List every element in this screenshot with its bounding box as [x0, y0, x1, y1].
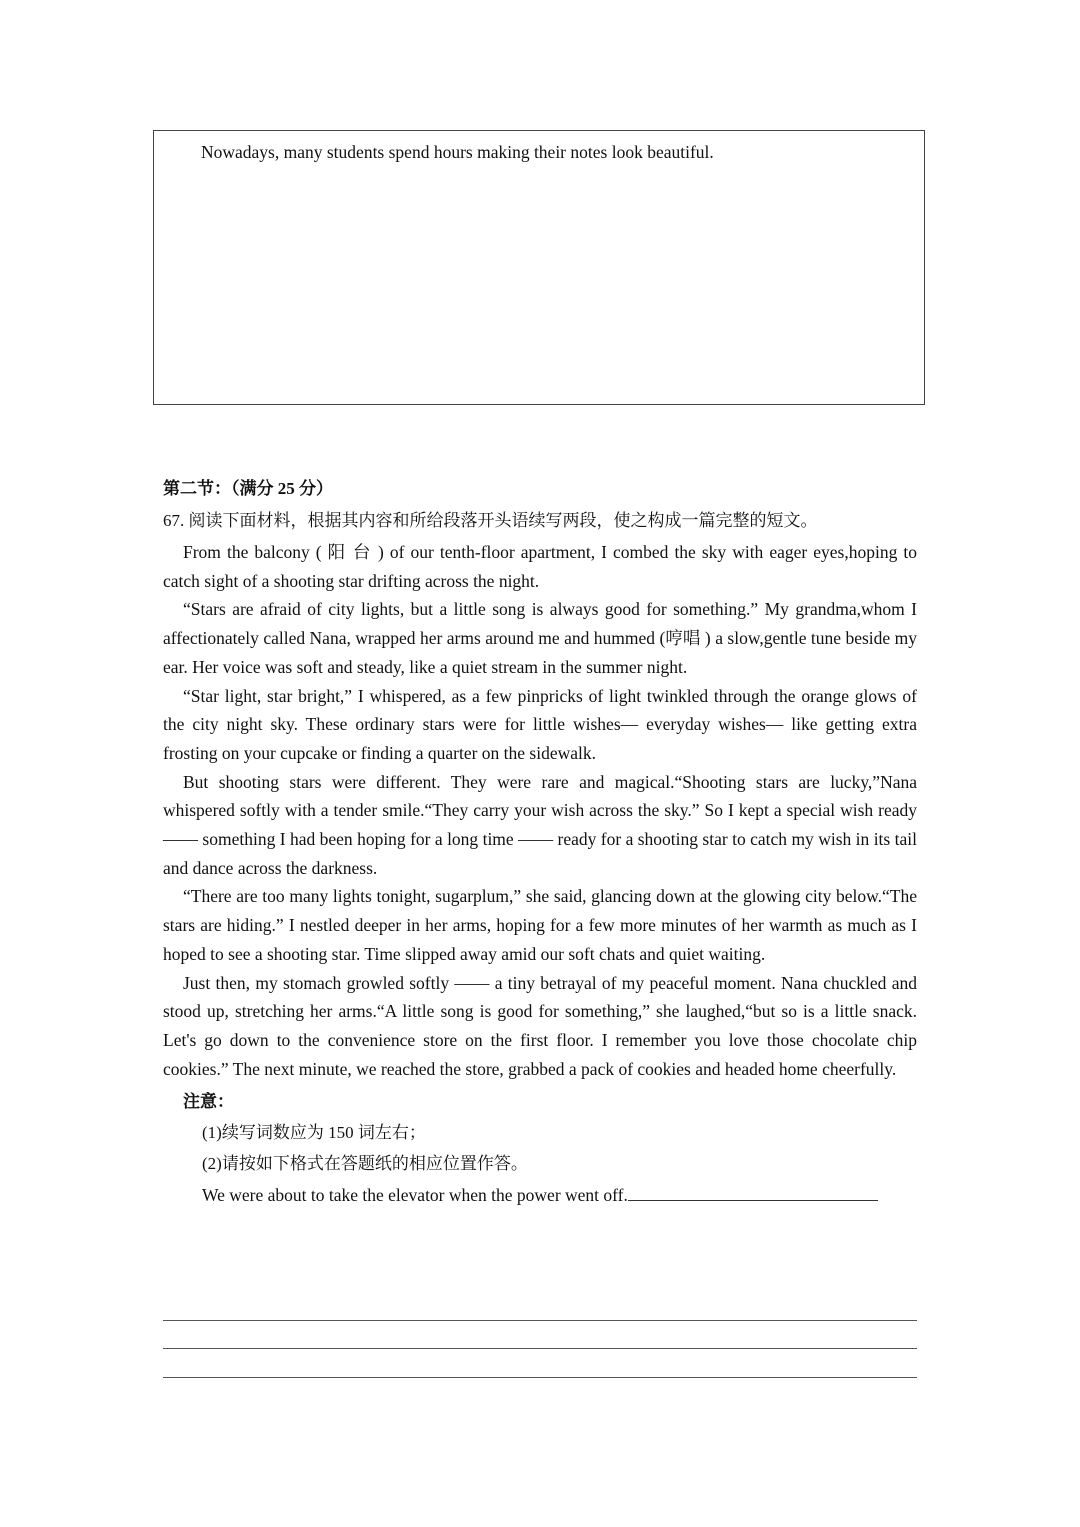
story-paragraph-1: From the balcony ( 阳 台 ) of our tenth-floor apartment, I combed the sky with eager eyes,hoping to catch sight of a shooting star drifting across the night. — [163, 542, 917, 591]
continuation-writing-section — [163, 476, 917, 1209]
story-paragraph-2: “Stars are afraid of city lights, but a little song is always good for something.” My grandma,whom I affectionately called Nana, wrapped her arms around me and hummed (哼唱 ) a slow,gentle tune beside my ear. Her voice was soft and steady, like a quiet stream in the summer night. — [163, 599, 917, 677]
answer-box[interactable] — [153, 130, 925, 405]
notes-block — [163, 1087, 917, 1179]
answer-line-3[interactable] — [163, 1377, 917, 1378]
paragraph-prompt-line — [163, 1181, 917, 1209]
answer-line-1[interactable] — [163, 1320, 917, 1321]
note-item-1: (1)续写词数应为 150 词左右； — [202, 1123, 426, 1143]
section-heading: 第二节：（满分 25 分） — [163, 479, 333, 498]
story-paragraph-6: Just then, my stomach growled softly —— a tiny betrayal of my peaceful moment. Nana chuckled and stood up, stretching her arms.“A little song is good for something,” she laughed,“but so is a little snack. Let's go down to the convenience store on the first floor. I remember you love those chocolate chip cookies.” The next minute, we reached the store, grabbed a pack of cookies and headed home cheerfully. — [163, 972, 917, 1079]
note-item-2: (2)请按如下格式在答题纸的相应位置作答。 — [202, 1154, 528, 1174]
answer-line-2[interactable] — [163, 1348, 917, 1349]
question-instruction: 67. 阅读下面材料，根据其内容和所给段落开头语续写两段，使之构成一篇完整的短文。 — [163, 511, 818, 530]
answer-blank[interactable] — [628, 1182, 878, 1201]
notes-label: 注意： — [183, 1092, 234, 1112]
story-paragraph-4: But shooting stars were different. They were rare and magical.“Shooting stars are lucky,”Nana whispered softly with a tender smile.“They carry your wish across the sky.” So I kept a special wish ready —— something I had been hoping for a long time —— ready for a shooting star to catch my wish in its tail and dance across the darkness. — [163, 771, 917, 878]
answer-box-starter-text: Nowadays, many students spend hours making their notes look beautiful. — [201, 142, 714, 162]
story-paragraph-5: “There are too many lights tonight, sugarplum,” she said, glancing down at the glowing city below.“The stars are hiding.” I nestled deeper in her arms, hoping for a few more minutes of her warmth as much as I hoped to see a shooting star. Time slipped away amid our soft chats and quiet waiting. — [163, 886, 917, 964]
story-paragraph-3: “Star light, star bright,” I whispered, as a few pinpricks of light twinkled through the orange glows of the city night sky. These ordinary stars were for little wishes— everyday wishes— like getting extra frosting on your cupcake or finding a quarter on the sidewalk. — [163, 685, 917, 763]
paragraph-prompt-text: We were about to take the elevator when the power went off. — [202, 1185, 628, 1206]
